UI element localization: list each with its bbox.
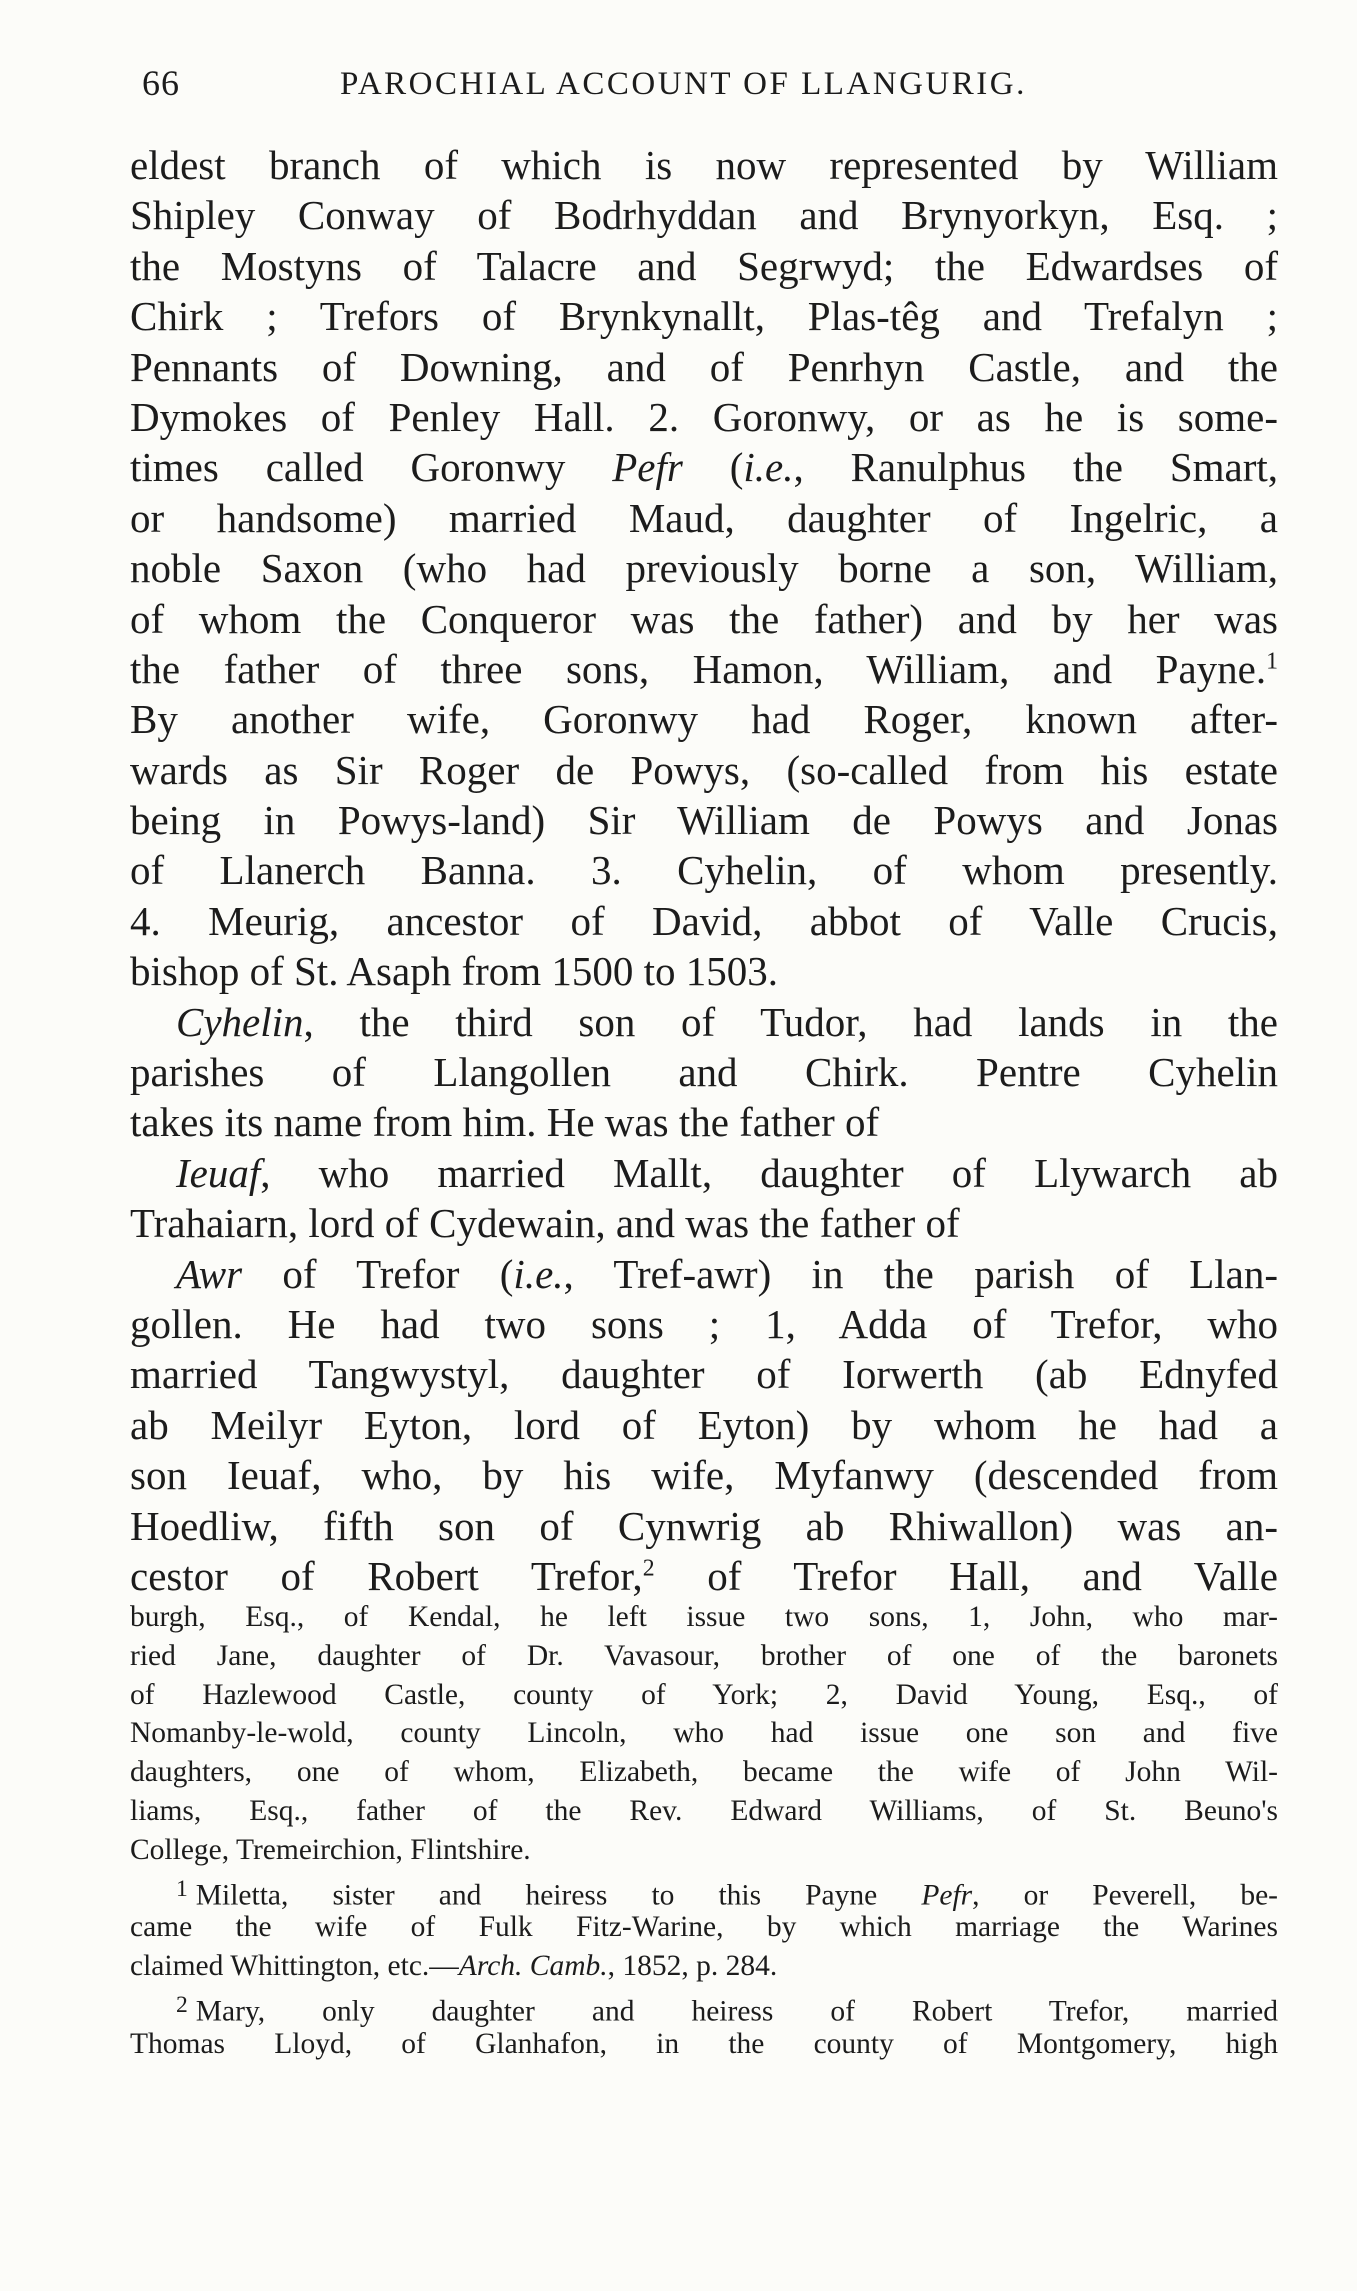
text-line: Chirk ; Trefors of Brynkynallt, Plas-têg and Trefalyn ; — [130, 293, 1278, 340]
italic-name: Pefr — [612, 444, 683, 491]
italic-name: Awr — [176, 1250, 243, 1297]
text-line: Dymokes of Penley Hall. 2. Goronwy, or as he is some- — [130, 393, 1278, 440]
running-head — [142, 62, 1272, 122]
text-line: parishes of Llangollen and Chirk. Pentre Cyhelin — [130, 1049, 1278, 1096]
text-line: or handsome) married Maud, daughter of Ingelric, a — [130, 494, 1278, 541]
italic-abbrev: i.e. — [743, 444, 794, 491]
text-line: By another wife, Goronwy had Roger, known after- — [130, 696, 1278, 743]
footnote-ref: 2 — [642, 1555, 655, 1582]
text-line: ab Meilyr Eyton, lord of Eyton) by whom he had a — [130, 1401, 1278, 1448]
text-line: eldest branch of which is now represented by William — [130, 142, 1278, 188]
footnote-ref: 1 — [1266, 648, 1278, 675]
footnote-number: 1 — [176, 1875, 188, 1902]
footnote-line: daughters, one of whom, Elizabeth, became the wife of John Wil- — [130, 1756, 1278, 1789]
italic-citation: Arch. Camb. — [458, 1950, 608, 1983]
text-line: noble Saxon (who had previously borne a son, William, — [130, 545, 1278, 592]
text-line: of Llanerch Banna. 3. Cyhelin, of whom presently. — [130, 847, 1278, 894]
page-number: 66 — [142, 63, 180, 103]
footnote-line: Thomas Lloyd, of Glanhafon, in the county of Montgomery, high — [130, 2027, 1278, 2060]
text-line: Trahaiarn, lord of Cydewain, and was the father of — [130, 1200, 960, 1247]
text-line: Cyhelin, the third son of Tudor, had lands in the — [176, 998, 1278, 1045]
footnote-line: $^1$ Miletta, sister and heiress to this Payne Pefr, or Peverell, be- — [176, 1875, 1278, 1911]
footnote-line: claimed Whittington, etc.—Arch. Camb., 1852, p. 284. — [130, 1950, 778, 1983]
body-text — [130, 140, 1278, 1601]
footnote-line: burgh, Esq., of Kendal, he left issue two sons, 1, John, who mar- — [130, 1601, 1278, 1633]
italic-name: Ieuaf — [176, 1149, 261, 1196]
text-line: the Mostyns of Talacre and Segrwyd; the Edwardses of — [130, 242, 1278, 289]
text-line: Shipley Conway of Bodrhyddan and Brynyorkyn, Esq. ; — [130, 192, 1278, 239]
text-line: 4. Meurig, ancestor of David, abbot of Valle Crucis, — [130, 897, 1278, 944]
text-line: wards as Sir Roger de Powys, (so-called from his estate — [130, 746, 1278, 793]
text-line: gollen. He had two sons ; 1, Adda of Trefor, who — [130, 1300, 1278, 1347]
text-line: Awr of Trefor (i.e., Tref-awr) in the parish of Llan- — [176, 1250, 1278, 1297]
text-line: of whom the Conqueror was the father) and by her was — [130, 595, 1278, 642]
text-line: being in Powys-land) Sir William de Powys and Jonas — [130, 797, 1278, 844]
footnote-line: Nomanby-le-wold, county Lincoln, who had issue one son and five — [130, 1717, 1278, 1750]
text-line: the father of three sons, Hamon, William, and Payne.$^1$ — [130, 645, 1278, 692]
footnote-line: came the wife of Fulk Fitz-Warine, by which marriage the Warines — [130, 1911, 1278, 1944]
text-line: Pennants of Downing, and of Penrhyn Castle, and the — [130, 343, 1278, 390]
footnote-line: liams, Esq., father of the Rev. Edward Williams, of St. Beuno's — [130, 1794, 1278, 1827]
footnote-line: College, Tremeirchion, Flintshire. — [130, 1833, 531, 1866]
running-title: PAROCHIAL ACCOUNT OF LLANGURIG. — [340, 66, 1027, 102]
footnote-line: ried Jane, daughter of Dr. Vavasour, brother of one of the baronets — [130, 1639, 1278, 1672]
text-line: times called Goronwy Pefr (i.e., Ranulphus the Smart, — [130, 444, 1279, 491]
text-line: Ieuaf, who married Mallt, daughter of Llywarch ab — [176, 1149, 1278, 1196]
footnotes — [130, 1598, 1278, 2064]
text-line: married Tangwystyl, daughter of Iorwerth (ab Ednyfed — [130, 1351, 1278, 1398]
text-line: bishop of St. Asaph from 1500 to 1503. — [130, 948, 779, 995]
footnote-number: 2 — [176, 1991, 188, 2018]
italic-abbrev: i.e. — [513, 1250, 564, 1297]
text-line: cestor of Robert Trefor,$^2$ of Trefor Hall, and Valle — [130, 1552, 1278, 1599]
footnote-line: $^2$ Mary, only daughter and heiress of Robert Trefor, married — [176, 1991, 1278, 2028]
text-line: takes its name from him. He was the father of — [130, 1099, 880, 1146]
text-line: son Ieuaf, who, by his wife, Myfanwy (descended from — [130, 1452, 1278, 1499]
italic-name: Pefr — [921, 1878, 973, 1911]
text-line: Hoedliw, fifth son of Cynwrig ab Rhiwallon) was an- — [130, 1502, 1278, 1549]
italic-name: Cyhelin — [176, 998, 304, 1045]
footnote-line: of Hazlewood Castle, county of York; 2, David Young, Esq., of — [130, 1678, 1278, 1711]
